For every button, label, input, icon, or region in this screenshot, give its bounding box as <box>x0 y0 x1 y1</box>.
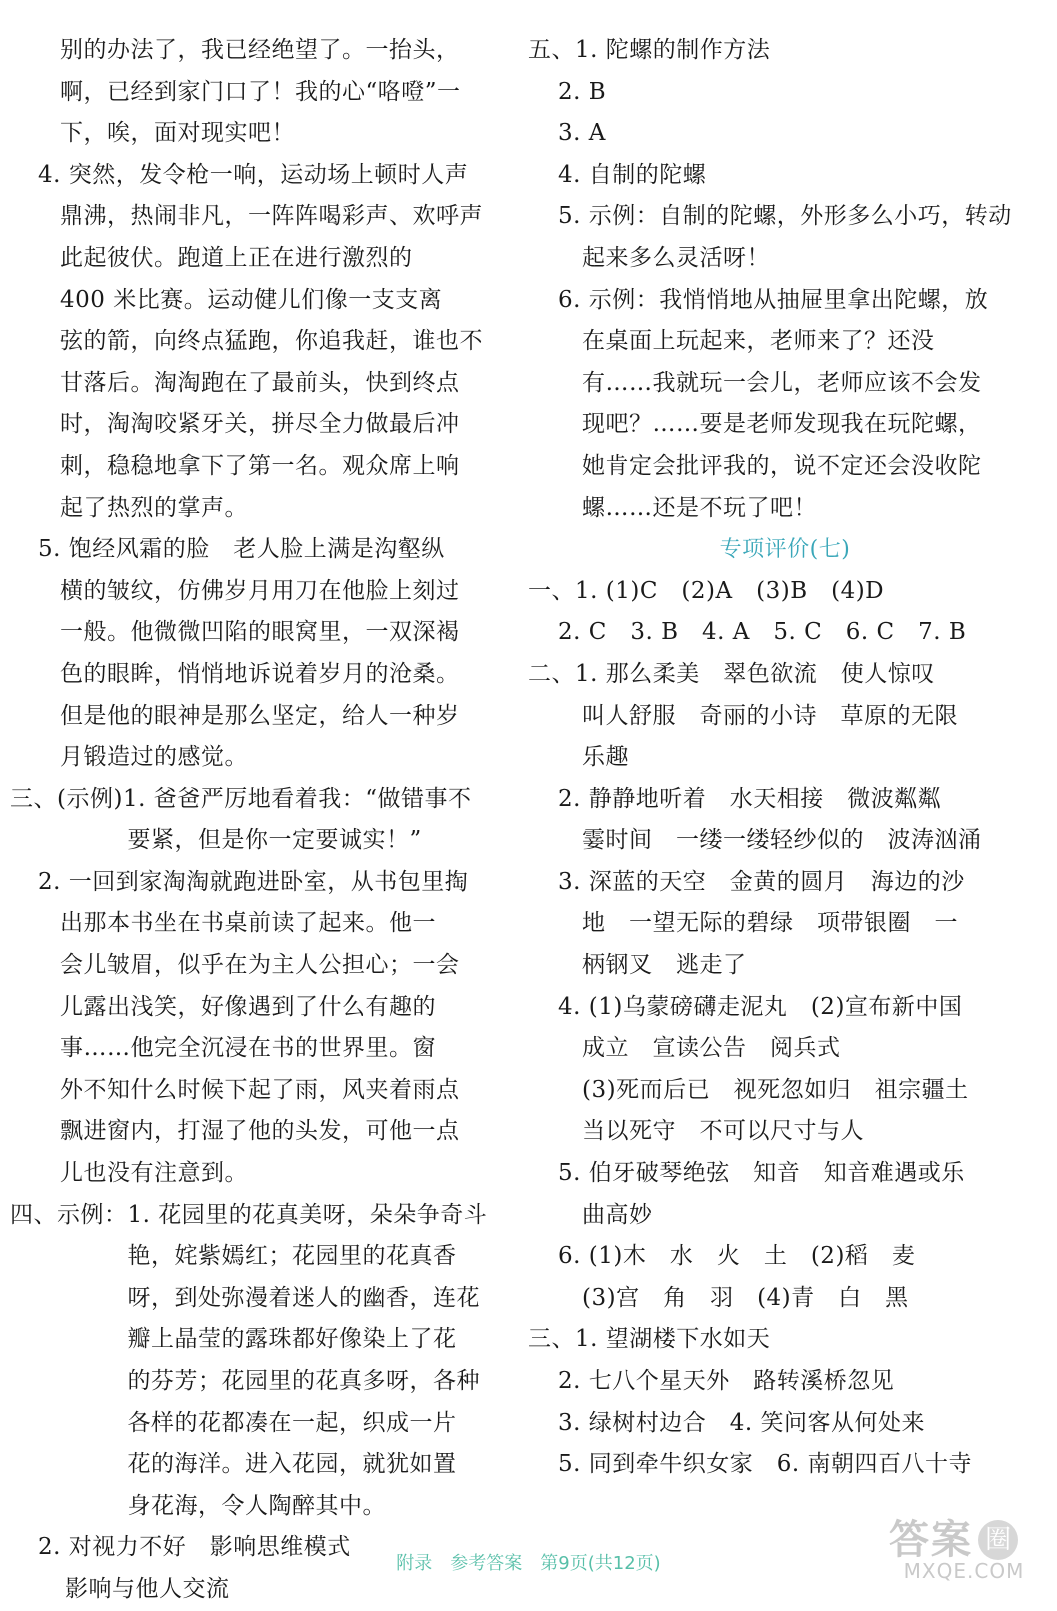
text-line: 5. 示例：自制的陀螺，外形多么小巧，转动 <box>558 203 1012 230</box>
text-line: 月锻造过的感觉。 <box>60 744 248 771</box>
text-line: (3)宫 角 羽 (4)青 白 黑 <box>582 1284 909 1311</box>
text-line: 乐趣 <box>582 744 629 771</box>
text-line: 啊，已经到家门口了！我的心“咯噔”一 <box>60 78 461 105</box>
text-line: 艳，姹紫嫣红；花园里的花真香 <box>10 1243 457 1270</box>
text-line: 刺，稳稳地拿下了第一名。观众席上响 <box>60 452 460 479</box>
text-line: 身花海，令人陶醉其中。 <box>10 1492 386 1519</box>
watermark-logo <box>889 1517 1039 1590</box>
text-line: 鼎沸，热闹非凡，一阵阵喝彩声、欢呼声 <box>60 203 483 230</box>
text-line: 花的海洋。进入花园，就犹如置 <box>10 1451 457 1478</box>
text-line: 此起彼伏。跑道上正在进行激烈的 <box>60 244 413 271</box>
text-line: 有……我就玩一会儿，老师应该不会发 <box>582 369 982 396</box>
text-line: 2. B <box>558 78 607 105</box>
section-title: 专项评价(七) <box>719 537 851 563</box>
text-line: 2. 一回到家淘淘就跑进卧室，从书包里掏 <box>38 868 469 895</box>
text-line: 成立 宣读公告 阅兵式 <box>582 1035 841 1062</box>
text-line: 的芬芳；花园里的花真多呀，各种 <box>10 1368 480 1394</box>
text-line: 起来多么灵活呀！ <box>582 244 770 271</box>
text-line: 2. 对视力不好 影响思维模式 <box>38 1534 351 1561</box>
text-line: 6. (1)木 水 火 土 (2)稻 麦 <box>558 1243 916 1270</box>
text-line: 但是他的眼神是那么坚定，给人一种岁 <box>60 702 460 729</box>
left-column <box>10 30 505 1611</box>
text-line: 现吧？……要是老师发现我在玩陀螺， <box>582 411 982 438</box>
text-line: 曲高妙 <box>582 1201 653 1228</box>
text-line: 色的眼眸，悄悄地诉说着岁月的沧桑。 <box>60 660 460 687</box>
section-heading-line: 三、(示例)1. 爸爸严厉地看着我：“做错事不 <box>10 785 472 812</box>
text-line: 一般。他微微凹陷的眼窝里，一双深褐 <box>60 619 460 646</box>
text-line: 5. 伯牙破琴绝弦 知音 知音难遇或乐 <box>558 1160 965 1187</box>
text-line: 事……他完全沉浸在书的世界里。窗 <box>60 1035 436 1062</box>
text-line: 下，唉，面对现实吧！ <box>60 120 295 147</box>
text-line: 甘落后。淘淘跑在了最前头，快到终点 <box>60 369 460 396</box>
text-line: 叫人舒服 奇丽的小诗 草原的无限 <box>582 702 958 729</box>
page-footer: 附录 参考答案 第9页(共12页) <box>396 1553 661 1574</box>
watermark-text: 答案 <box>889 1517 973 1563</box>
text-line: 别的办法了，我已经绝望了。一抬头， <box>60 37 460 63</box>
text-line: 螺……还是不玩了吧！ <box>582 494 817 521</box>
text-line: 要紧，但是你一定要诚实！” <box>10 827 422 854</box>
text-line: 会儿皱眉，似乎在为主人公担心；一会 <box>60 952 460 979</box>
text-line: 她肯定会批评我的，说不定还会没收陀 <box>582 452 982 479</box>
section-heading-line: 三、1. 望湖楼下水如天 <box>528 1326 771 1353</box>
text-line: 2. C 3. B 4. A 5. C 6. C 7. B <box>558 619 967 646</box>
text-line: 5. 同到牵牛织女家 6. 南朝四百八十寺 <box>558 1451 973 1478</box>
section-heading-line: 四、示例：1. 花园里的花真美呀，朵朵争奇斗 <box>10 1201 488 1228</box>
text-line: 3. A <box>558 120 606 147</box>
watermark-url: MXQE.COM <box>903 1559 1025 1583</box>
text-line: 400 米比赛。运动健儿们像一支支离 <box>60 286 443 313</box>
text-line: 当以死守 不可以尺寸与人 <box>582 1118 864 1145</box>
text-line: 时，淘淘咬紧牙关，拼尽全力做最后冲 <box>60 411 460 438</box>
text-line: 4. 突然，发令枪一响，运动场上顿时人声 <box>38 161 469 188</box>
text-line: 地 一望无际的碧绿 项带银圈 一 <box>582 910 958 937</box>
text-line: 起了热烈的掌声。 <box>60 494 248 521</box>
text-line: 柄钢叉 逃走了 <box>582 952 747 979</box>
section-heading-line: 一、1. (1)C (2)A (3)B (4)D <box>528 577 885 604</box>
text-line: 影响与他人交流 <box>65 1575 230 1602</box>
section-heading-line: 二、1. 那么柔美 翠色欲流 使人惊叹 <box>528 660 935 687</box>
text-line: 各样的花都凑在一起，织成一片 <box>10 1409 457 1436</box>
text-line: 飘进窗内，打湿了他的头发，可他一点 <box>60 1118 460 1145</box>
text-line: 2. 七八个星天外 路转溪桥忽见 <box>558 1368 895 1394</box>
section-heading-line: 五、1. 陀螺的制作方法 <box>528 37 771 63</box>
text-line: (3)死而后已 视死忽如归 祖宗疆土 <box>582 1076 969 1103</box>
text-line: 6. 示例：我悄悄地从抽屉里拿出陀螺，放 <box>558 286 989 313</box>
text-line: 呀，到处弥漫着迷人的幽香，连花 <box>10 1284 480 1311</box>
text-line: 外不知什么时候下起了雨，风夹着雨点 <box>60 1076 460 1103</box>
text-line: 3. 绿树村边合 4. 笑问客从何处来 <box>558 1409 926 1436</box>
text-line: 2. 静静地听着 水天相接 微波粼粼 <box>558 785 942 812</box>
text-line: 3. 深蓝的天空 金黄的圆月 海边的沙 <box>558 868 965 895</box>
text-line: 儿也没有注意到。 <box>60 1160 248 1187</box>
text-line: 弦的箭，向终点猛跑，你追我赶，谁也不 <box>60 328 483 355</box>
text-line: 4. 自制的陀螺 <box>558 161 707 188</box>
text-line: 霎时间 一缕一缕轻纱似的 波涛汹涌 <box>582 827 982 854</box>
text-line: 瓣上晶莹的露珠都好像染上了花 <box>10 1326 457 1353</box>
right-column <box>520 30 1050 1486</box>
text-line: 5. 饱经风霜的脸 老人脸上满是沟壑纵 <box>38 536 445 563</box>
text-line: 出那本书坐在书桌前读了起来。他一 <box>60 910 436 937</box>
watermark-badge-icon: 圈 <box>978 1520 1018 1560</box>
text-line: 4. (1)乌蒙磅礴走泥丸 (2)宣布新中国 <box>558 993 963 1020</box>
text-line: 横的皱纹，仿佛岁月用刀在他脸上刻过 <box>60 577 460 604</box>
text-line: 在桌面上玩起来，老师来了？还没 <box>582 328 935 355</box>
text-line: 儿露出浅笑，好像遇到了什么有趣的 <box>60 993 436 1020</box>
